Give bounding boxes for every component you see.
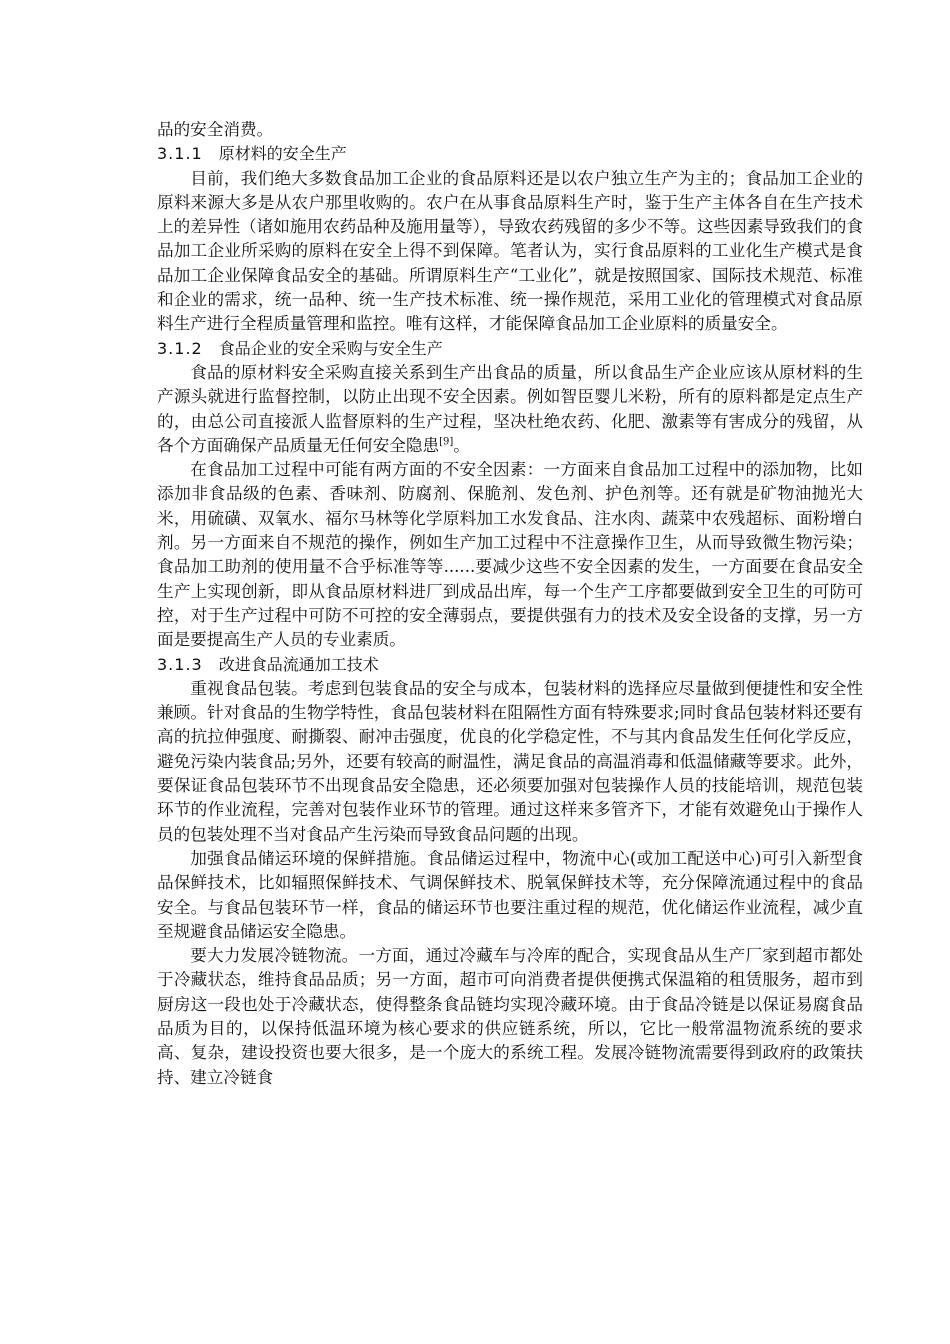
paragraph-unsafe-factors: 在食品加工过程中可能有两方面的不安全因素：一方面来自食品加工过程中的添加物，比如添加非食品级的色素、香味剂、防腐剂、保脆剂、发色剂、护色剂等。还有就是矿物油抛光大米，用硫磺、双氧水、福尔马林等化学原料加工水发食品、注水肉、蔬菜中农残超标、面粉增白剂。另一方面来自不规范的操作，例如生产加工过程中不注意操作卫生，从而导致微生物污染；食品加工助剂的使用量不合乎标准等等......要减少这些不安全因素的发生，一方面要在食品安全生产上实现创新，即从食品原材料进厂到成品出库，每一个生产工序都要做到安全卫生的可防可控，对于生产过程中可防不可控的安全薄弱点，要提供强有力的技术及安全设备的支撑，另一方面是要提高生产人员的专业素质。 [157, 460, 863, 650]
section-heading-3-1-3 [157, 653, 863, 677]
section-title: 改进食品流通加工技术 [218, 654, 379, 674]
paragraph-end: 。 [453, 435, 470, 455]
section-number: 3.1.3 [157, 654, 203, 674]
section-heading-3-1-2 [157, 337, 863, 361]
paragraph-packaging: 重视食品包装。考虑到包装食品的安全与成本，包装材料的选择应尽量做到便捷性和安全性兼顾。针对食品的生物学特性，食品包装材料在阻隔性方面有特殊要求;同时食品包装材料还要有高的抗拉伸强度、耐撕裂、耐冲击强度，优良的化学稳定性，不与其内食品发生任何化学反应，避免污染内装食品;另外，还要有较高的耐温性，满足食品的高温消毒和低温储藏等要求。此外，要保证食品包装环节不出现食品安全隐患，还必须要加强对包装操作人员的技能培训，规范包装环节的作业流程，完善对包装作业环节的管理。通过这样来多管齐下，才能有效避免山于操作人员的包装处理不当对食品产生污染而导致食品问题的出现。 [157, 678, 863, 844]
section-title: 食品企业的安全采购与安全生产 [218, 338, 443, 358]
paragraph-text: 食品的原材料安全采购直接关系到生产出食品的质量，所以食品生产企业应该从原材料的生产源头就进行监督控制，以防止出现不安全因素。例如智臣婴儿米粉，所有的原料都是定点生产的，由总公司直接派人监督原料的生产过程，坚决杜绝农药、化肥、激素等有害成分的残留，从各个方面确保产品质量无任何安全隐患 [157, 362, 863, 455]
section-number: 3.1.1 [157, 144, 203, 164]
paragraph-continuation: 品的安全消费。 [157, 120, 274, 139]
paragraph-procurement [157, 361, 863, 458]
section-title: 原材料的安全生产 [218, 144, 347, 164]
document-page [157, 118, 863, 1090]
paragraph-cold-chain: 要大力发展冷链物流。一方面，通过冷藏车与冷库的配合，实现食品从生产厂家到超市都处于冷藏状态，维持食品品质；另一方面，超市可向消费者提供便携式保温箱的租赁服务，超市到厨房这一段也处于冷藏状态，使得整条食品链均实现冷藏环境。由于食品冷链是以保证易腐食品品质为目的，以保持低温环境为核心要求的供应链系统，所以，它比一般常温物流系统的要求高、复杂，建设投资也要大很多，是一个庞大的系统工程。发展冷链物流需要得到政府的政策扶持、建立冷链食 [157, 946, 863, 1087]
paragraph-raw-materials: 目前，我们绝大多数食品加工企业的食品原料还是以农户独立生产为主的；食品加工企业的原料来源大多是从农户那里收购的。农户在从事食品原料生产时，鉴于生产主体各自在生产技术上的差异性（诸如施用农药品种及施用量等），导致农药残留的多少不等。这些因素导致我们的食品加工企业所采购的原料在安全上得不到保障。笔者认为，实行食品原料的工业化生产模式是食品加工企业保障食品安全的基础。所谓原料生产“工业化”，就是按照国家、国际技术规范、标准和企业的需求，统一品种、统一生产技术标准、统一操作规范，采用工业化的管理模式对食品原料生产进行全程质量管理和监控。唯有这样，才能保障食品加工企业原料的质量安全。 [157, 168, 863, 334]
citation-reference: [9] [439, 436, 454, 448]
section-number: 3.1.2 [157, 338, 203, 358]
section-heading-3-1-1 [157, 142, 863, 166]
paragraph-storage: 加强食品储运环境的保鲜措施。食品储运过程中，物流中心(或加工配送中心)可引入新型食品保鲜技术，比如辐照保鲜技术、气调保鲜技术、脱氧保鲜技术等，充分保障流通过程中的食品安全。与食品包装环节一样，食品的储运环节也要注重过程的规范，优化储运作业流程，减少直至规避食品储运安全隐患。 [157, 848, 863, 941]
